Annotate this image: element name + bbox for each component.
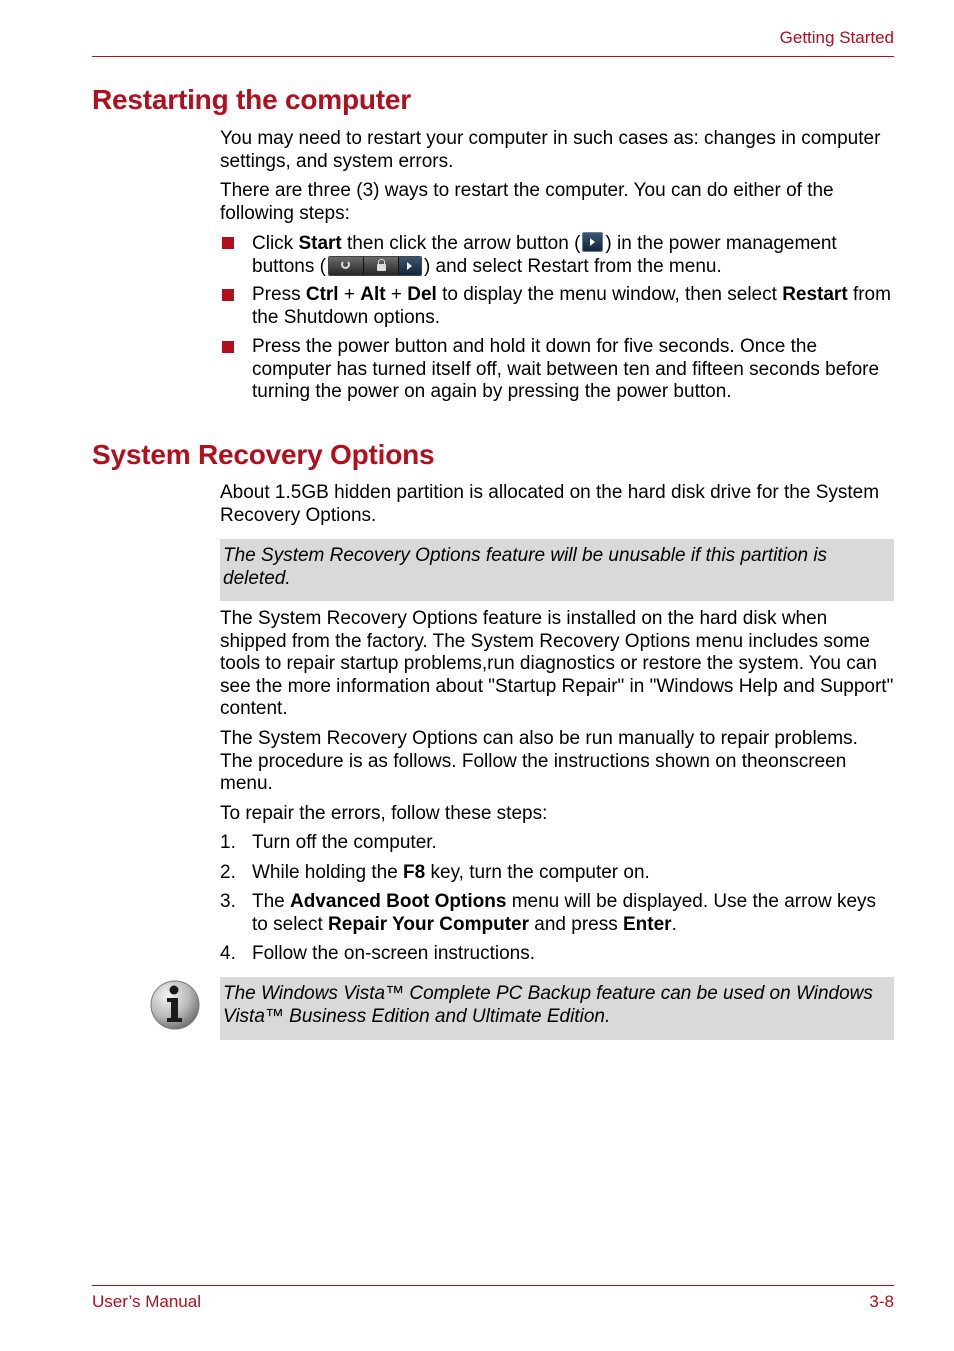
step-2: 2. While holding the F8 key, turn the computer on.: [220, 862, 650, 883]
note-partition-warning: The System Recovery Options feature will be unusable if this partition is deleted.: [220, 539, 894, 601]
page-number: 3-8: [869, 1292, 894, 1311]
bullet-marker: [222, 341, 234, 353]
info-icon: [150, 980, 200, 1030]
restart-bullet-1: Click Start then click the arrow button ( ) in the power management buttons ( ) and select Restart from the menu.: [220, 232, 894, 278]
step-3: 3. The Advanced Boot Options menu will be displayed. Use the arrow keys to select Repair Your Computer and press Enter.: [220, 891, 877, 935]
recovery-paragraph-2: The System Recovery Options can also be run manually to repair problems. The procedure is as follows. Follow the instructions shown on theonscreen menu.: [220, 728, 858, 794]
arrow-button-icon: [582, 232, 603, 252]
recovery-paragraph-1: The System Recovery Options feature is installed on the hard disk when shipped from the factory. The System Recovery Options menu includes some tools to repair startup problems,run diagnostics or restore the system. You can see the more information about "Startup Repair" in "Windows Help and Support" content.: [220, 608, 894, 719]
footer-manual-label: User’s Manual: [92, 1292, 201, 1311]
section-title-recovery: System Recovery Options: [92, 439, 435, 470]
note-vista-backup: The Windows Vista™ Complete PC Backup feature can be used on Windows Vista™ Business Edition and Ultimate Edition.: [220, 977, 894, 1040]
recovery-intro: About 1.5GB hidden partition is allocated on the hard disk drive for the System Recovery Options.: [220, 482, 880, 526]
step-number: 1.: [220, 832, 236, 853]
restart-lead: There are three (3) ways to restart the computer. You can do either of the following steps:: [220, 180, 834, 224]
power-management-buttons-icon: [328, 256, 422, 276]
running-header: Getting Started: [779, 28, 894, 47]
step-1: 1. Turn off the computer.: [220, 832, 437, 853]
bullet-marker: [222, 289, 234, 301]
step-number: 3.: [220, 891, 236, 912]
restart-bullet-2: Press Ctrl + Alt + Del to display the menu window, then select Restart from the Shutdown options.: [220, 284, 894, 329]
footer-rule: [92, 1285, 894, 1286]
step-4: 4. Follow the on-screen instructions.: [220, 943, 536, 964]
restart-intro: You may need to restart your computer in such cases as: changes in computer settings, and system errors.: [220, 128, 881, 172]
recovery-paragraph-3: To repair the errors, follow these steps:: [220, 803, 548, 824]
header-rule: [92, 56, 894, 57]
step-number: 2.: [220, 862, 236, 883]
step-number: 4.: [220, 943, 236, 964]
bullet-marker: [222, 237, 234, 249]
section-title-restarting: Restarting the computer: [92, 84, 411, 115]
restart-bullet-3: Press the power button and hold it down for five seconds. Once the computer has turned itself off, wait between ten and fifteen seconds before turning the power on again by pressing the power button.: [220, 336, 894, 404]
